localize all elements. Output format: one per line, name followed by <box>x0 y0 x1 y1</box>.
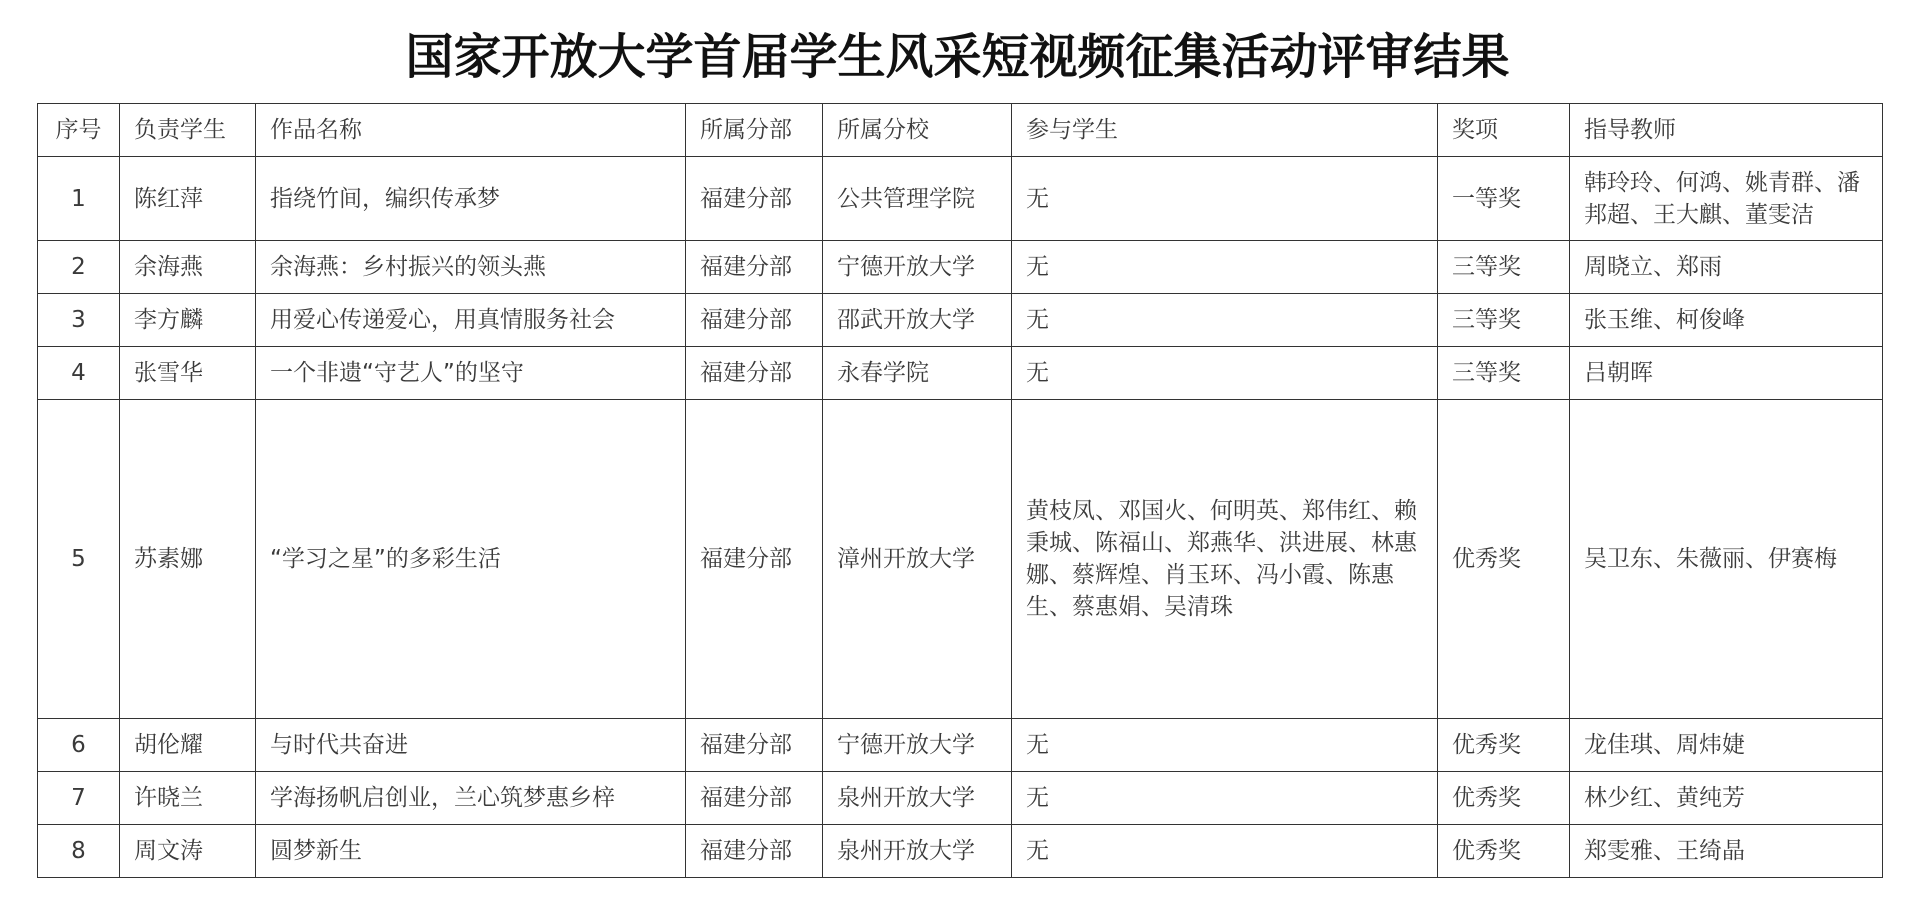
cell-participants: 无 <box>1012 825 1438 878</box>
cell-teachers: 吕朝晖 <box>1570 347 1883 400</box>
cell-student: 胡伦耀 <box>120 719 256 772</box>
cell-branch: 福建分部 <box>686 347 823 400</box>
cell-branch: 福建分部 <box>686 400 823 719</box>
cell-student: 陈红萍 <box>120 157 256 241</box>
cell-branch: 福建分部 <box>686 719 823 772</box>
header-participants: 参与学生 <box>1012 104 1438 157</box>
cell-school: 泉州开放大学 <box>823 772 1012 825</box>
cell-student: 余海燕 <box>120 241 256 294</box>
cell-index: 1 <box>38 157 120 241</box>
header-index: 序号 <box>38 104 120 157</box>
table-row <box>38 772 1883 825</box>
cell-award: 优秀奖 <box>1438 825 1570 878</box>
cell-work: 指绕竹间，编织传承梦 <box>256 157 686 241</box>
cell-index: 3 <box>38 294 120 347</box>
cell-student: 苏素娜 <box>120 400 256 719</box>
cell-branch: 福建分部 <box>686 772 823 825</box>
cell-participants: 无 <box>1012 772 1438 825</box>
header-student: 负责学生 <box>120 104 256 157</box>
cell-branch: 福建分部 <box>686 825 823 878</box>
cell-index: 8 <box>38 825 120 878</box>
cell-student: 张雪华 <box>120 347 256 400</box>
table-row <box>38 719 1883 772</box>
header-school: 所属分校 <box>823 104 1012 157</box>
cell-school: 永春学院 <box>823 347 1012 400</box>
cell-participants: 无 <box>1012 294 1438 347</box>
cell-participants: 无 <box>1012 719 1438 772</box>
cell-award: 三等奖 <box>1438 294 1570 347</box>
header-award: 奖项 <box>1438 104 1570 157</box>
cell-award: 一等奖 <box>1438 157 1570 241</box>
header-teachers: 指导教师 <box>1570 104 1883 157</box>
cell-index: 2 <box>38 241 120 294</box>
cell-student: 李方麟 <box>120 294 256 347</box>
cell-branch: 福建分部 <box>686 157 823 241</box>
table-row <box>38 157 1883 241</box>
cell-teachers: 韩玲玲、何鸿、姚青群、潘邦超、王大麒、董雯洁 <box>1570 157 1883 241</box>
cell-award: 三等奖 <box>1438 347 1570 400</box>
cell-branch: 福建分部 <box>686 294 823 347</box>
cell-teachers: 龙佳琪、周炜婕 <box>1570 719 1883 772</box>
cell-participants: 无 <box>1012 241 1438 294</box>
cell-student: 周文涛 <box>120 825 256 878</box>
cell-award: 优秀奖 <box>1438 400 1570 719</box>
table-row <box>38 347 1883 400</box>
cell-branch: 福建分部 <box>686 241 823 294</box>
cell-teachers: 吴卫东、朱薇丽、伊赛梅 <box>1570 400 1883 719</box>
table-row <box>38 241 1883 294</box>
cell-school: 泉州开放大学 <box>823 825 1012 878</box>
cell-participants: 无 <box>1012 347 1438 400</box>
cell-award: 三等奖 <box>1438 241 1570 294</box>
cell-school: 漳州开放大学 <box>823 400 1012 719</box>
table-header-row <box>38 104 1883 157</box>
cell-teachers: 林少红、黄纯芳 <box>1570 772 1883 825</box>
table-row <box>38 825 1883 878</box>
cell-work: 用爱心传递爱心，用真情服务社会 <box>256 294 686 347</box>
cell-participants: 黄枝凤、邓国火、何明英、郑伟红、赖秉城、陈福山、郑燕华、洪进展、林惠娜、蔡辉煌、肖玉环、冯小霞、陈惠生、蔡惠娟、吴清珠 <box>1012 400 1438 719</box>
cell-index: 5 <box>38 400 120 719</box>
cell-work: 一个非遗“守艺人”的坚守 <box>256 347 686 400</box>
cell-index: 7 <box>38 772 120 825</box>
header-work: 作品名称 <box>256 104 686 157</box>
cell-work: 圆梦新生 <box>256 825 686 878</box>
cell-award: 优秀奖 <box>1438 772 1570 825</box>
results-table <box>37 103 1883 878</box>
cell-teachers: 郑雯雅、王绮晶 <box>1570 825 1883 878</box>
cell-teachers: 周晓立、郑雨 <box>1570 241 1883 294</box>
cell-school: 宁德开放大学 <box>823 719 1012 772</box>
cell-school: 宁德开放大学 <box>823 241 1012 294</box>
cell-work: 余海燕：乡村振兴的领头燕 <box>256 241 686 294</box>
cell-work: 与时代共奋进 <box>256 719 686 772</box>
cell-work: “学习之星”的多彩生活 <box>256 400 686 719</box>
cell-student: 许晓兰 <box>120 772 256 825</box>
cell-participants: 无 <box>1012 157 1438 241</box>
cell-index: 4 <box>38 347 120 400</box>
cell-teachers: 张玉维、柯俊峰 <box>1570 294 1883 347</box>
header-branch: 所属分部 <box>686 104 823 157</box>
cell-award: 优秀奖 <box>1438 719 1570 772</box>
cell-school: 公共管理学院 <box>823 157 1012 241</box>
cell-index: 6 <box>38 719 120 772</box>
cell-school: 邵武开放大学 <box>823 294 1012 347</box>
page-title: 国家开放大学首届学生风采短视频征集活动评审结果 <box>405 29 1510 85</box>
cell-work: 学海扬帆启创业，兰心筑梦惠乡梓 <box>256 772 686 825</box>
table-row <box>38 294 1883 347</box>
table-row <box>38 400 1883 719</box>
